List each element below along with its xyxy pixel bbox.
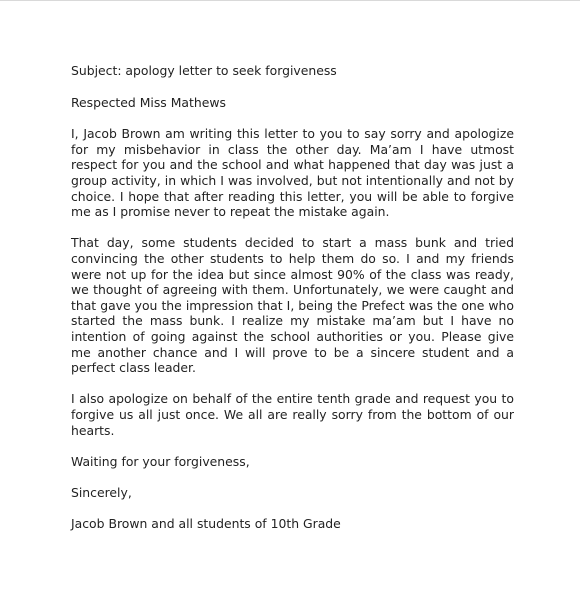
letter-closing-line: Waiting for your forgiveness, bbox=[71, 453, 250, 469]
letter-signature: Jacob Brown and all students of 10th Grade bbox=[71, 516, 341, 532]
letter-sign-off: Sincerely, bbox=[71, 484, 132, 500]
letter-paragraph: That day, some students decided to start a mass bunk and tried convincing the other students to help them do so. I and my friends were not up for the idea but since almost 90% of the class was ready, we thought of agreeing with them. Unfortunately, we were caught and that gave you the impression that I, being the Prefect was the one who started the mass bunk. I realize my mistake ma’am but I have no intention of going against the school authorities or you. Please give me another chance and I will prove to be a sincere student and a perfect class leader. bbox=[71, 235, 514, 376]
letter-paragraph: I also apologize on behalf of the entire tenth grade and request you to forgive us all just once. We all are really sorry from the bottom of our hearts. bbox=[71, 391, 514, 438]
letter-paragraph: I, Jacob Brown am writing this letter to you to say sorry and apologize for my misbehavior in class the other day. Ma’am I have utmost respect for you and the school and what happened that day was just a group activity, in which I was involved, but not intentionally and not by choice. I hope that after reading this letter, you will be able to forgive me as I promise never to repeat the mistake again. bbox=[71, 126, 514, 220]
letter-salutation: Respected Miss Mathews bbox=[71, 95, 226, 111]
apology-letter bbox=[71, 63, 514, 547]
letter-subject: Subject: apology letter to seek forgiveness bbox=[71, 63, 337, 78]
